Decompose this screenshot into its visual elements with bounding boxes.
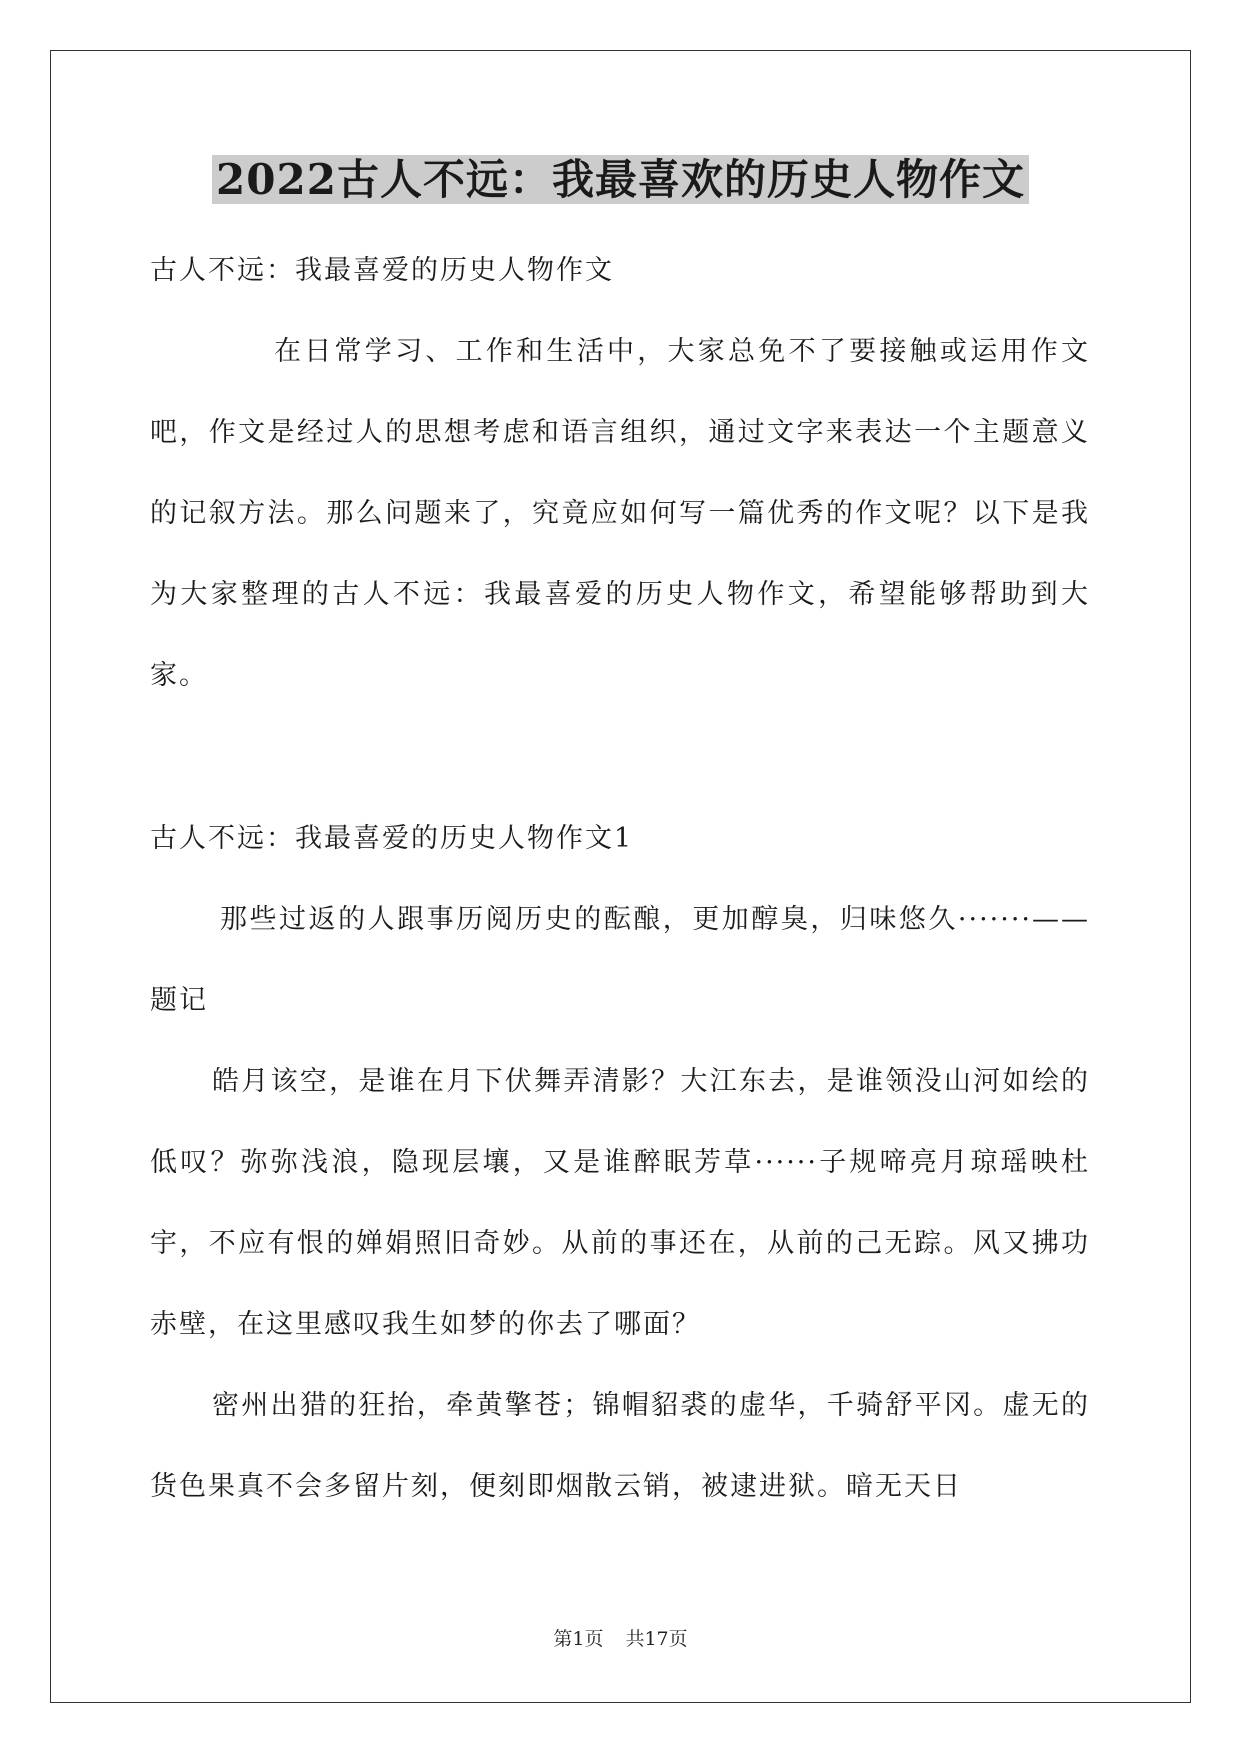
- document-subtitle: 古人不远：我最喜爱的历史人物作文: [150, 255, 614, 286]
- page-footer: [0, 1626, 1241, 1652]
- blank-line: [150, 716, 1090, 798]
- page-number: 第1页: [553, 1628, 604, 1650]
- intro-paragraph: 在日常学习、工作和生活中，大家总免不了要接触或运用作文吧，作文是经过人的思想考虑和语言组织，通过文字来表达一个主题意义的记叙方法。那么问题来了，究竟应如何写一篇优秀的作文呢？以下是我为大家整理的古人不远：我最喜爱的历史人物作文，希望能够帮助到大家。: [150, 336, 1090, 691]
- document-title-text: 2022古人不远：我最喜欢的历史人物作文: [212, 155, 1029, 204]
- document-title: [0, 150, 1241, 210]
- section-heading: 古人不远：我最喜爱的历史人物作文1: [150, 823, 634, 854]
- body-paragraph-2: 密州出猎的狂抬，牵黄擎苍；锦帽貂裘的虚华，千骑舒平冈。虚无的货色果真不会多留片刻，便刻即烟散云销，被逮进狱。暗无天日: [150, 1390, 1090, 1502]
- document-body: [150, 230, 1090, 1527]
- body-paragraph-1: 皓月该空，是谁在月下伏舞弄清影？大江东去，是谁领没山河如绘的低叹？弥弥浅浪，隐现层壤，又是谁醉眠芳草······子规啼亮月琼瑶映杜宇，不应有恨的婵娟照旧奇妙。从前的事还在，从前的己无踪。风又拂功赤壁，在这里感叹我生如梦的你去了哪面？: [150, 1066, 1090, 1340]
- page-total: 共17页: [625, 1628, 688, 1650]
- epigraph-paragraph: 那些过返的人跟事历阅历史的酝酿，更加醇臭，归味悠久·······——题记: [150, 904, 1090, 1016]
